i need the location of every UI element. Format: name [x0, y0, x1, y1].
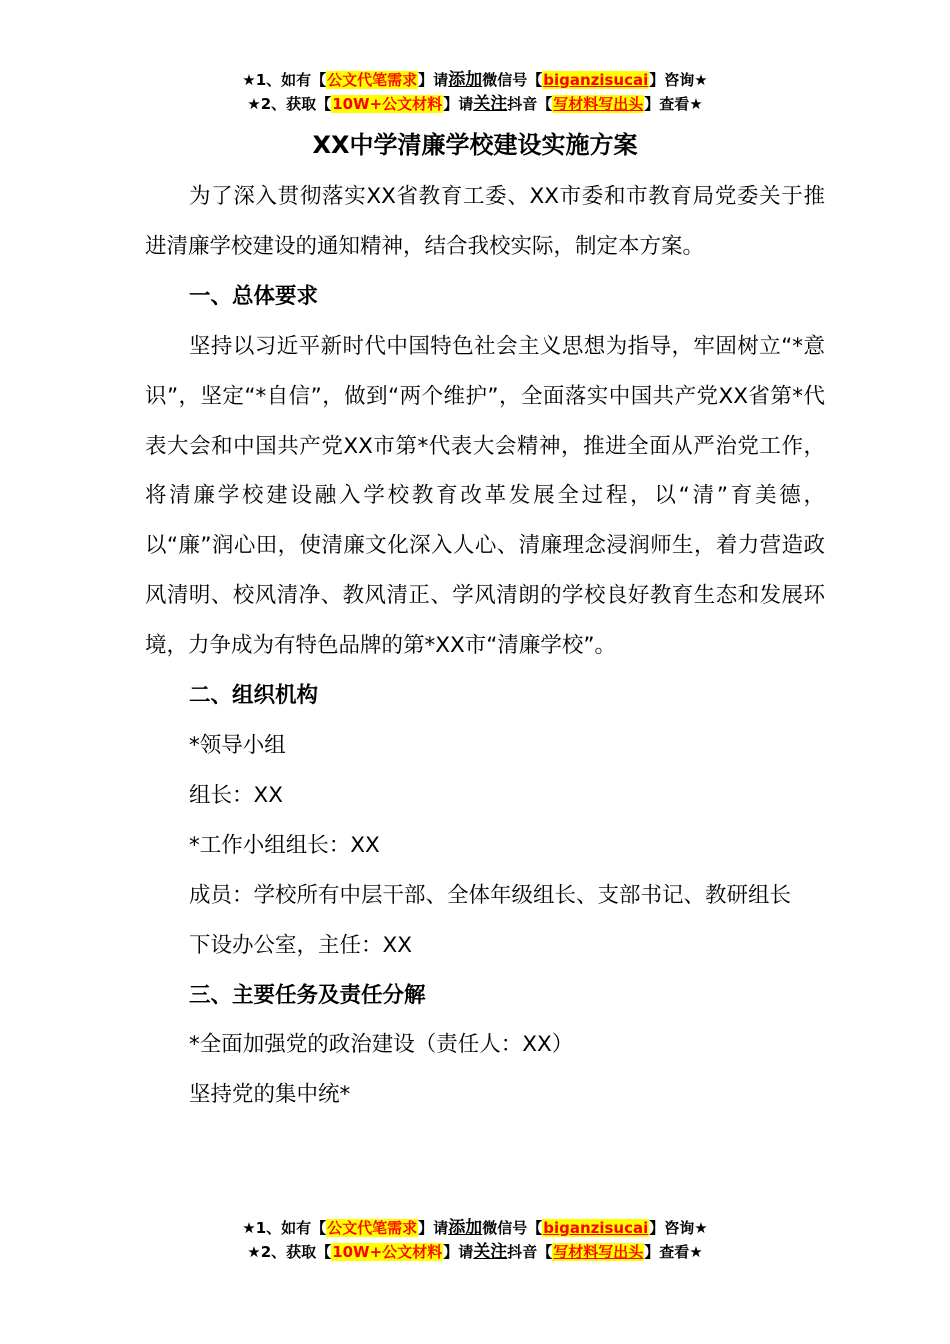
- document-title: XX中学清廉学校建设实施方案: [312, 131, 638, 159]
- banner-emphasis: 关注: [473, 1242, 508, 1262]
- douyin-account-link[interactable]: 写材料写出头: [553, 95, 644, 113]
- section-heading: 一、总体要求: [189, 283, 319, 309]
- list-item: 组长：XX: [189, 782, 283, 808]
- banner-text: 】请: [418, 1219, 449, 1237]
- header-banner-line-1: [0, 68, 950, 92]
- footer-banner-line-1: [0, 1216, 950, 1240]
- banner-text: 】咨询★: [649, 1219, 708, 1237]
- douyin-account-link[interactable]: 写材料写出头: [553, 1243, 644, 1261]
- section-paragraph: 坚持党的集中统*: [189, 1082, 351, 1108]
- header-banner-line-2: [0, 92, 950, 116]
- banner-text: 微信号【: [482, 71, 543, 89]
- banner-text: ★2、获取【: [247, 95, 332, 113]
- banner-emphasis: 关注: [473, 94, 508, 114]
- footer-banner-line-2: [0, 1240, 950, 1264]
- banner-highlight: 公文代笔需求: [327, 71, 418, 89]
- list-item: *工作小组组长：XX: [189, 832, 380, 858]
- intro-paragraph: 为了深入贯彻落实XX省教育工委、XX市委和市教育局党委关于推进清廉学校建设的通知精神，结合我校实际，制定本方案。: [145, 184, 825, 259]
- wechat-id-link[interactable]: biganzisucai: [543, 1219, 649, 1237]
- banner-emphasis: 添加: [448, 1218, 483, 1238]
- banner-text: 】咨询★: [649, 71, 708, 89]
- list-item: *全面加强党的政治建设（责任人：XX）: [189, 1032, 574, 1058]
- banner-highlight: 公文代笔需求: [327, 1219, 418, 1237]
- banner-text: 】请: [443, 1243, 474, 1261]
- list-item: *领导小组: [189, 732, 286, 758]
- banner-emphasis: 添加: [448, 70, 483, 90]
- section-heading: 三、主要任务及责任分解: [189, 982, 426, 1008]
- wechat-id-link[interactable]: biganzisucai: [543, 71, 649, 89]
- header-banner: [0, 68, 950, 116]
- footer-banner: [0, 1216, 950, 1264]
- banner-text: 】请: [418, 71, 449, 89]
- banner-text: ★2、获取【: [247, 1243, 332, 1261]
- banner-text: 微信号【: [482, 1219, 543, 1237]
- banner-text: ★1、如有【: [242, 71, 327, 89]
- banner-text: 】查看★: [644, 1243, 703, 1261]
- banner-text: 】请: [443, 95, 474, 113]
- section-paragraph: 坚持以习近平新时代中国特色社会主义思想为指导，牢固树立“*意识”，坚定“*自信”，做到“两个维护”，全面落实中国共产党XX省第*代表大会和中国共产党XX市第*代表大会精神，推进全面从严治党工作，将清廉学校建设融入学校教育改革发展全过程，以“清”育美德，以“廉”润心田，使清廉文化深入人心、清廉理念浸润师生，着力营造政风清明、校风清净、教风清正、学风清朗的学校良好教育生态和发展环境，力争成为有特色品牌的第*XX市“清廉学校”。: [145, 333, 825, 659]
- banner-text: 抖音【: [507, 1243, 553, 1261]
- document-body: [145, 172, 825, 1120]
- list-item: 下设办公室，主任：XX: [189, 932, 412, 958]
- banner-highlight: 10W+公文材料: [332, 95, 443, 113]
- banner-text: 抖音【: [507, 95, 553, 113]
- banner-text: 】查看★: [644, 95, 703, 113]
- list-item: 成员：学校所有中层干部、全体年级组长、支部书记、教研组长: [189, 882, 792, 908]
- banner-text: ★1、如有【: [242, 1219, 327, 1237]
- banner-highlight: 10W+公文材料: [332, 1243, 443, 1261]
- section-heading: 二、组织机构: [189, 683, 319, 709]
